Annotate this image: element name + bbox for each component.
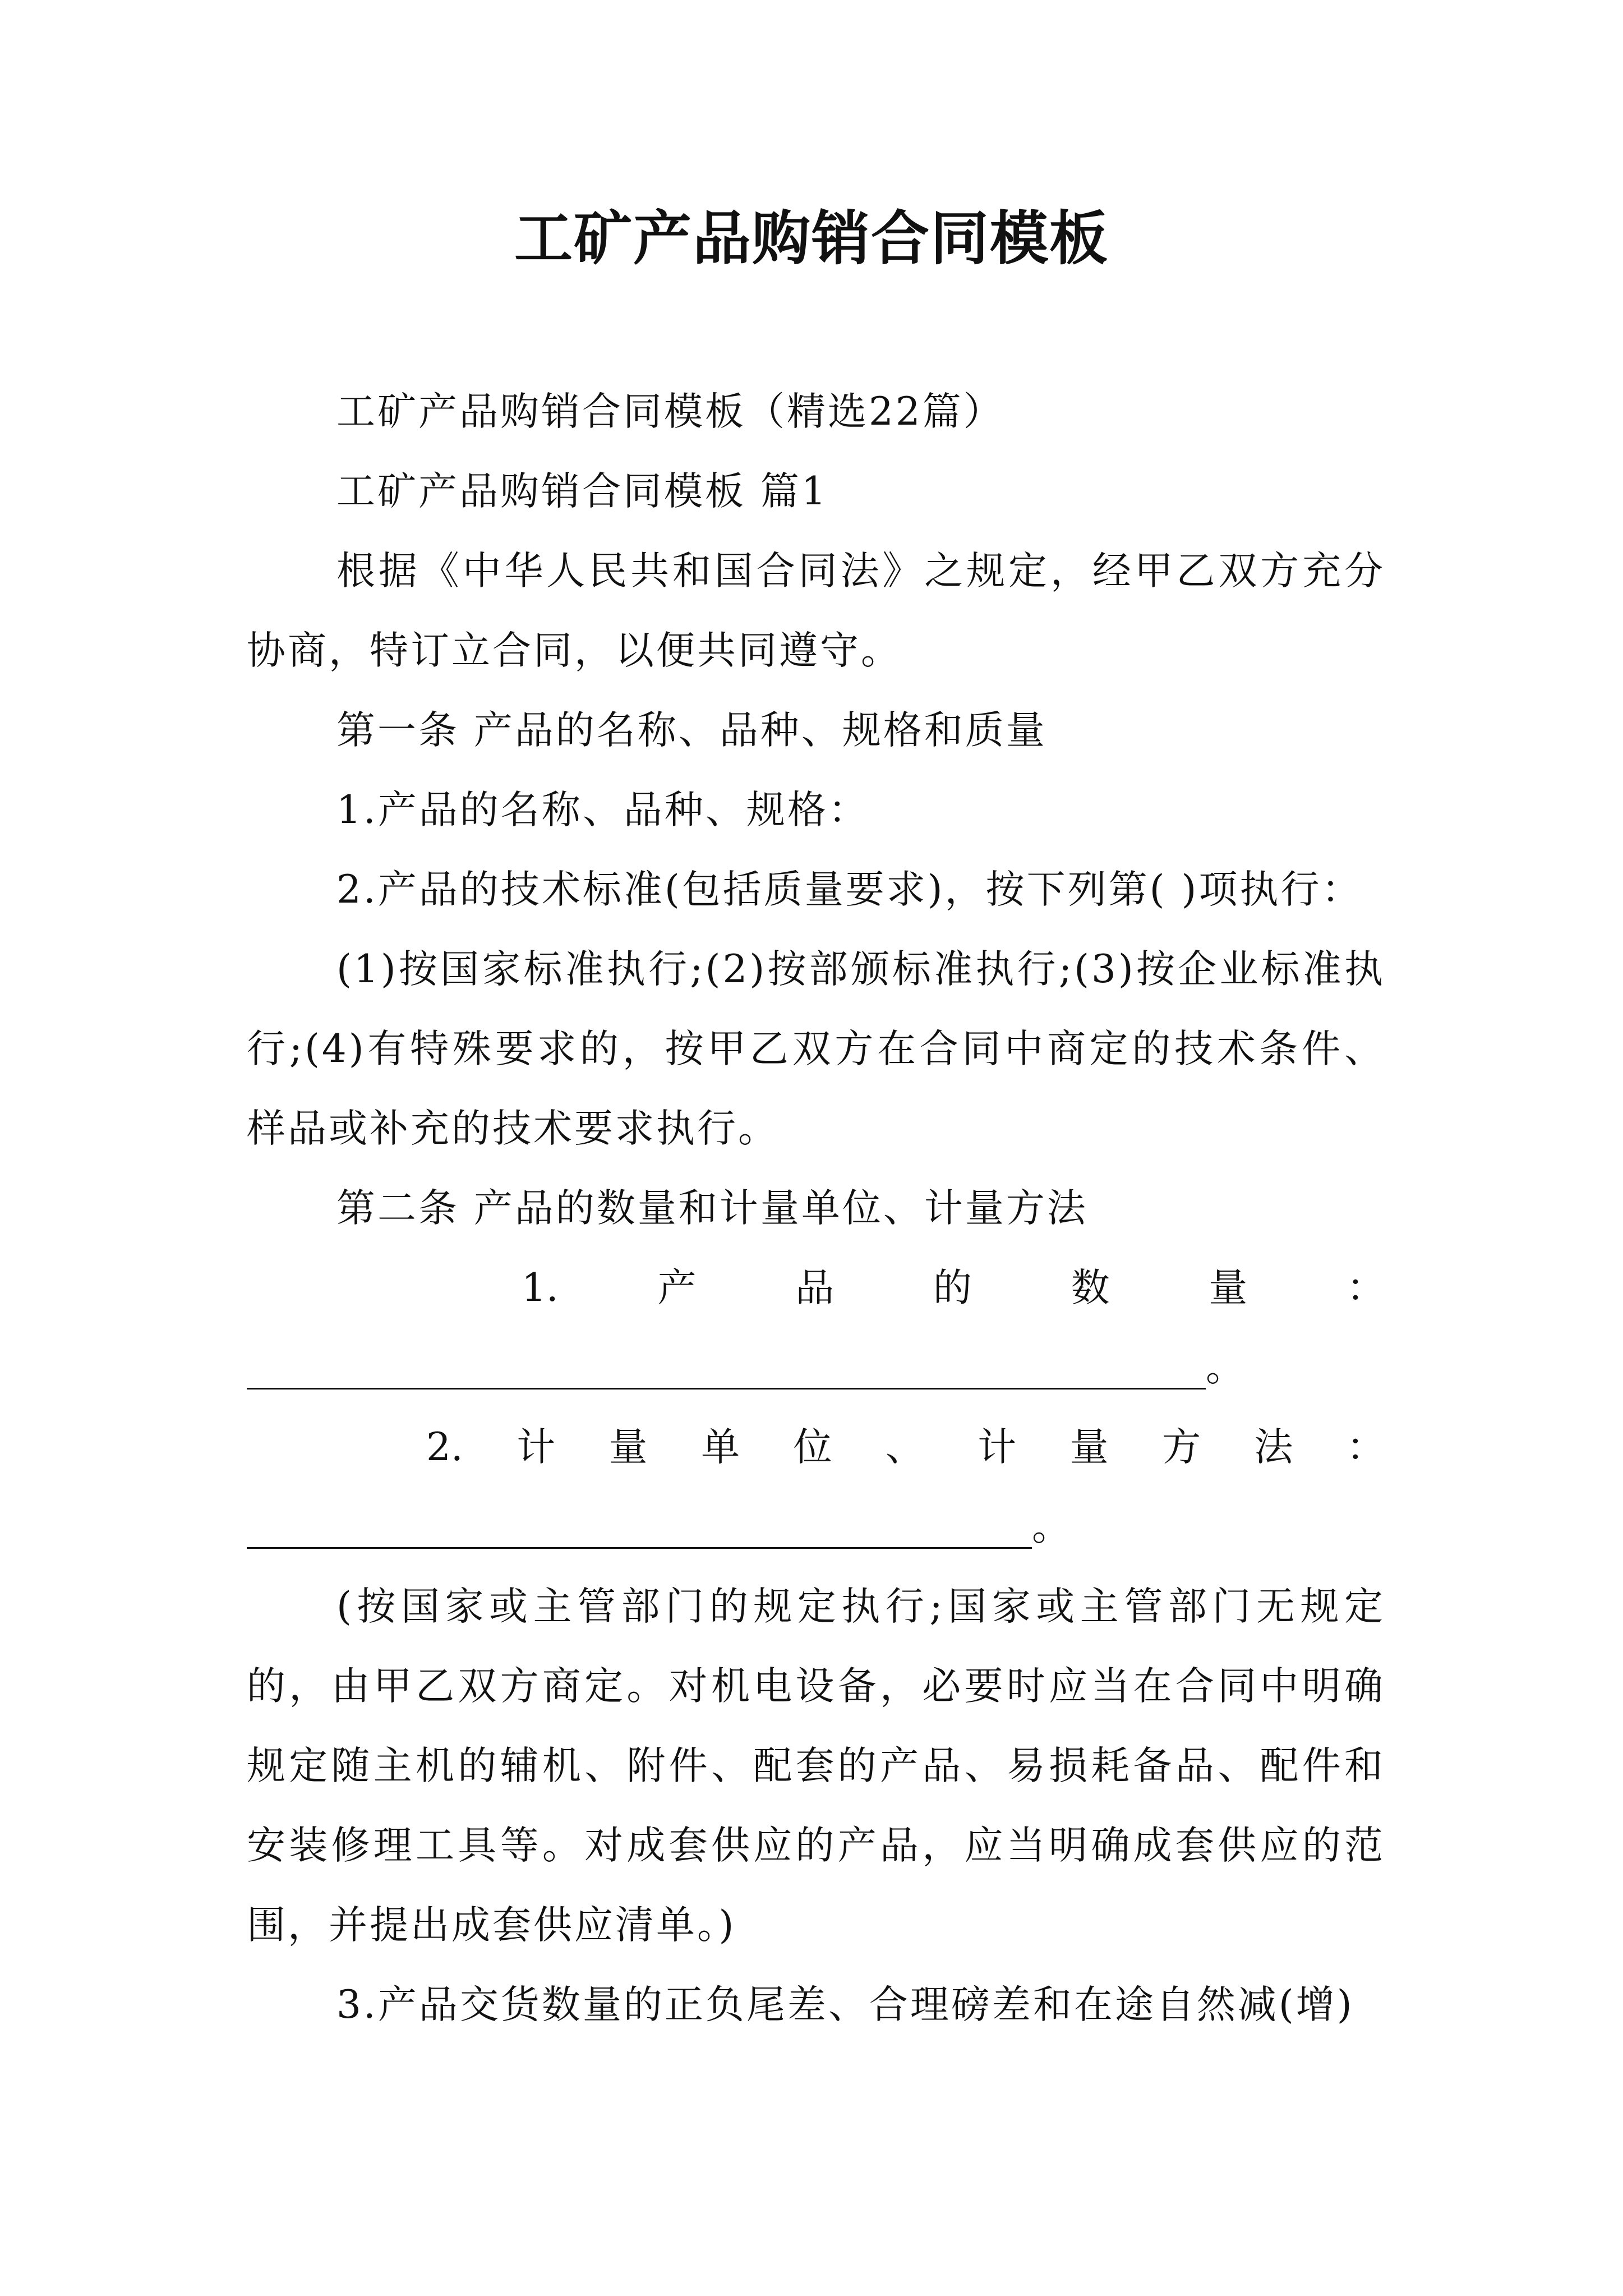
paragraph-section-heading: 工矿产品购销合同模板 篇1 bbox=[336, 469, 828, 514]
quantity-blank[interactable] bbox=[247, 1360, 1206, 1389]
spread-char: 数 bbox=[1071, 1266, 1110, 1310]
blank-end-mark: 。 bbox=[1032, 1504, 1071, 1549]
spread-char: 计 bbox=[978, 1425, 1017, 1470]
spread-char: 方 bbox=[1162, 1425, 1201, 1470]
blank-end-mark: 。 bbox=[1206, 1345, 1244, 1390]
paragraph-item-1-2: 2.产品的技术标准(包括质量要求)，按下列第( )项执行： bbox=[336, 867, 1363, 912]
unit-method-blank-line bbox=[247, 1487, 1385, 1567]
spread-char: 品 bbox=[795, 1266, 834, 1310]
spread-char: ： bbox=[1346, 1266, 1385, 1310]
spread-char: 量 bbox=[608, 1425, 648, 1470]
spread-char: 量 bbox=[1209, 1266, 1248, 1310]
paragraph-preamble: 根据《中华人民共和国合同法》之规定，经甲乙双方充分协商，特订立合同，以便共同遵守。 bbox=[247, 549, 1385, 673]
paragraph-item-2-3: 3.产品交货数量的正负尾差、合理磅差和在途自然减(增) bbox=[336, 1982, 1354, 2027]
spread-char: 产 bbox=[657, 1266, 697, 1310]
document-title: 工矿产品购销合同模板 bbox=[514, 204, 1109, 273]
paragraph-subtitle: 工矿产品购销合同模板（精选22篇） bbox=[336, 389, 1004, 434]
spread-char: 单 bbox=[701, 1425, 740, 1470]
spread-char: 计 bbox=[517, 1425, 556, 1470]
paragraph-standards: (1)按国家标准执行;(2)按部颁标准执行;(3)按企业标准执行;(4)有特殊要求的，按甲乙双方在合同中商定的技术条件、样品或补充的技术要求执行。 bbox=[247, 947, 1385, 1151]
document-body bbox=[247, 372, 1385, 2045]
spread-char: 的 bbox=[933, 1266, 972, 1310]
spread-char: 2. bbox=[426, 1425, 463, 1470]
spread-char: 位 bbox=[793, 1425, 832, 1470]
spread-char: 1. bbox=[522, 1266, 559, 1310]
unit-method-blank[interactable] bbox=[247, 1519, 1032, 1549]
quantity-blank-line bbox=[247, 1328, 1385, 1407]
spread-char: 、 bbox=[885, 1425, 924, 1470]
spread-char: ： bbox=[1346, 1425, 1385, 1470]
paragraph-item-1-1: 1.产品的名称、品种、规格： bbox=[336, 788, 869, 832]
spread-char: 法 bbox=[1254, 1425, 1293, 1470]
quantity-line bbox=[247, 1248, 1385, 1328]
spread-char: 量 bbox=[1069, 1425, 1109, 1470]
unit-method-line bbox=[247, 1407, 1385, 1487]
paragraph-article-2: 第二条 产品的数量和计量单位、计量方法 bbox=[336, 1186, 1088, 1231]
paragraph-measurement-note: (按国家或主管部门的规定执行;国家或主管部门无规定的，由甲乙双方商定。对机电设备，必要时应当在合同中明确规定随主机的辅机、附件、配套的产品、易损耗备品、配件和安装修理工具等。对成套供应的产品，应当明确成套供应的范围，并提出成套供应清单。) bbox=[247, 1584, 1385, 1948]
paragraph-article-1: 第一条 产品的名称、品种、规格和质量 bbox=[336, 708, 1047, 753]
